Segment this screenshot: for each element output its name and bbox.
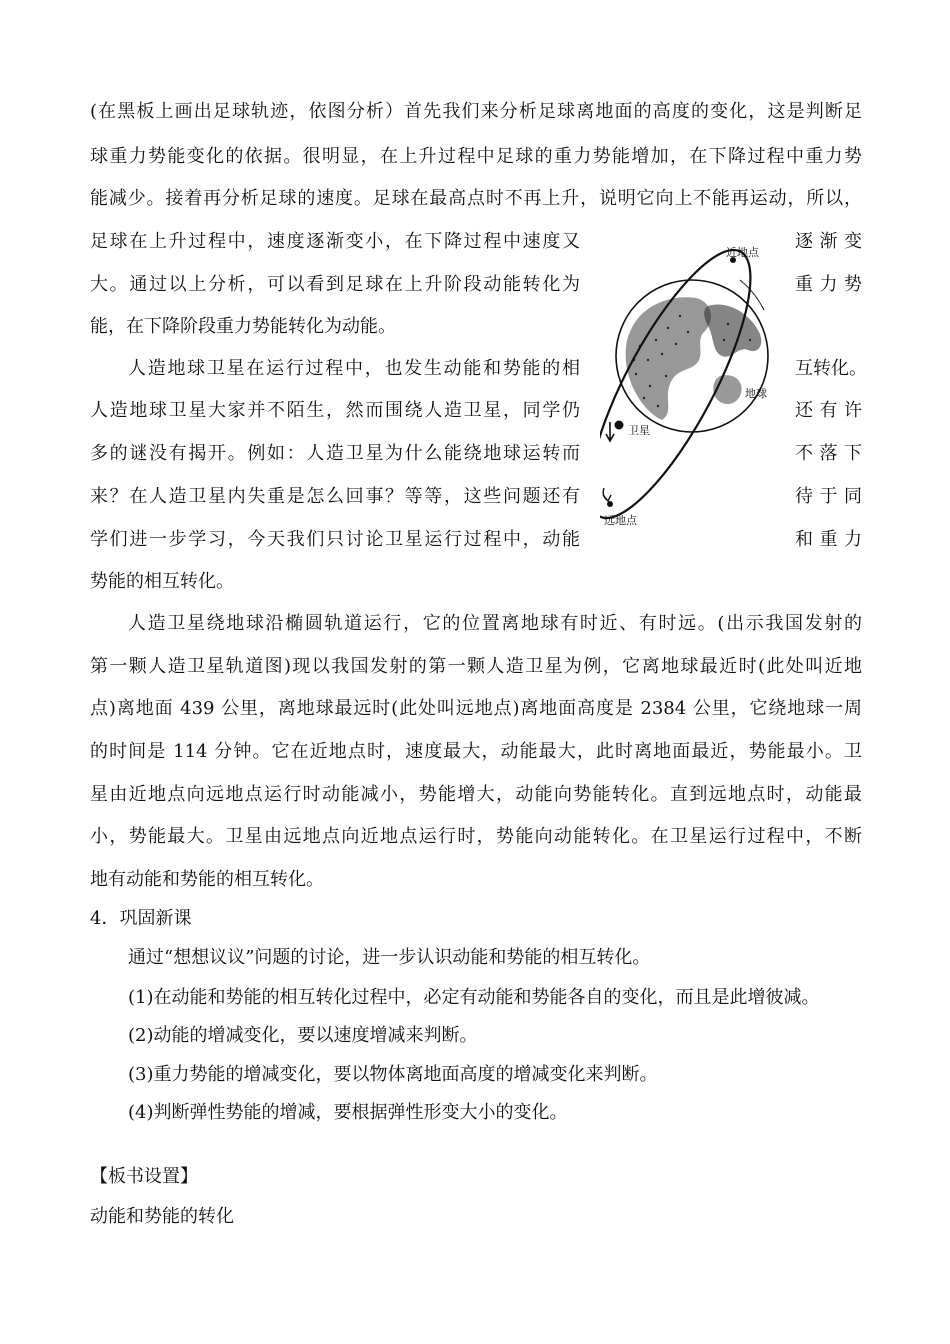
section4-item-1: (1)在动能和势能的相互转化过程中，必定有动能和势能各自的变化，而且是此增彼减。 bbox=[128, 987, 820, 1008]
section4-item-4: (4)判断弹性势能的增减，要根据弹性形变大小的变化。 bbox=[128, 1102, 568, 1123]
direction-arrow-icon bbox=[603, 488, 611, 501]
paragraph2-line2-left: 人造地球卫星大家并不陌生，然而围绕人造卫星，同学仍 bbox=[90, 400, 580, 421]
paragraph2-line3-left: 多的谜没有揭开。例如：人造卫星为什么能绕地球运转而 bbox=[90, 443, 580, 464]
paragraph2-line2-right: 还有许 bbox=[795, 400, 862, 421]
paragraph3-line2: 第一颗人造卫星轨道图)现以我国发射的第一颗人造卫星为例，它离地球最近时(此处叫近地 bbox=[90, 656, 862, 677]
paragraph3-line4: 的时间是 114 分钟。它在近地点时，速度最大，动能最大，此时离地面最近，势能最小。卫 bbox=[90, 741, 862, 762]
earth-globe bbox=[616, 280, 768, 432]
paragraph2-line5-right: 和重力 bbox=[795, 529, 862, 550]
paragraph2-line3-right: 不落下 bbox=[795, 443, 862, 464]
paragraph1-line1: (在黑板上画出足球轨迹，依图分析）首先我们来分析足球离地面的高度的变化，这是判断足 bbox=[90, 101, 862, 122]
paragraph3-line3: 点)离地面 439 公里，离地球最远时(此处叫远地点)离地面高度是 2384 公里，它绕地球一周 bbox=[90, 698, 862, 719]
paragraph3-line7: 地有动能和势能的相互转化。 bbox=[90, 869, 324, 890]
board-title: 动能和势能的转化 bbox=[90, 1206, 234, 1227]
earth-label: 地球 bbox=[745, 387, 767, 400]
apogee-label: 远地点 bbox=[604, 514, 637, 527]
paragraph1-line4-right: 逐渐变 bbox=[795, 231, 862, 252]
paragraph1-line6: 能，在下降阶段重力势能转化为动能。 bbox=[90, 316, 396, 337]
section4-item-3: (3)重力势能的增减变化，要以物体离地面高度的增减变化来判断。 bbox=[128, 1064, 658, 1085]
section4-item-2: (2)动能的增减变化，要以速度增减来判断。 bbox=[128, 1025, 478, 1046]
paragraph3-line5: 星由近地点向远地点运行时动能减小，势能增大，动能向势能转化。直到远地点时，动能最 bbox=[90, 784, 862, 805]
section4-heading: 4．巩固新课 bbox=[90, 908, 192, 929]
paragraph2-line4-right: 待于同 bbox=[795, 486, 862, 507]
paragraph2-line6: 势能的相互转化。 bbox=[90, 571, 234, 592]
perigee-label: 近地点 bbox=[726, 246, 759, 259]
paragraph1-line3: 能减少。接着再分析足球的速度。足球在最高点时不再上升，说明它向上不能再运动，所以， bbox=[90, 188, 862, 209]
board-heading: 【板书设置】 bbox=[90, 1166, 198, 1187]
paragraph2-line1-right: 互转化。 bbox=[795, 358, 867, 379]
paragraph3-line6: 小，势能最大。卫星由远地点向近地点运行时，势能向动能转化。在卫星运行过程中，不断 bbox=[90, 826, 862, 847]
satellite-dot bbox=[615, 421, 624, 430]
paragraph2-line4-left: 来？在人造卫星内失重是怎么回事？等等，这些问题还有 bbox=[90, 486, 580, 507]
satellite-orbit-figure bbox=[600, 236, 785, 536]
paragraph2-line5-left: 学们进一步学习，今天我们只讨论卫星运行过程中，动能 bbox=[90, 529, 580, 550]
paragraph2-line1-left: 人造地球卫星在运行过程中，也发生动能和势能的相 bbox=[128, 358, 580, 379]
direction-arrow-icon bbox=[606, 422, 614, 441]
satellite-label: 卫星 bbox=[628, 424, 650, 437]
section4-intro: 通过“想想议议”问题的讨论，进一步认识动能和势能的相互转化。 bbox=[128, 947, 651, 968]
paragraph1-line5-left: 大。通过以上分析，可以看到足球在上升阶段动能转化为 bbox=[90, 274, 580, 295]
paragraph1-line4-left: 足球在上升过程中，速度逐渐变小，在下降过程中速度又 bbox=[90, 231, 580, 252]
paragraph1-line5-right: 重力势 bbox=[795, 274, 862, 295]
paragraph1-line2: 球重力势能变化的依据。很明显，在上升过程中足球的重力势能增加，在下降过程中重力势 bbox=[90, 146, 862, 167]
paragraph3-line1: 人造卫星绕地球沿椭圆轨道运行，它的位置离地球有时近、有时远。(出示我国发射的 bbox=[128, 613, 862, 634]
